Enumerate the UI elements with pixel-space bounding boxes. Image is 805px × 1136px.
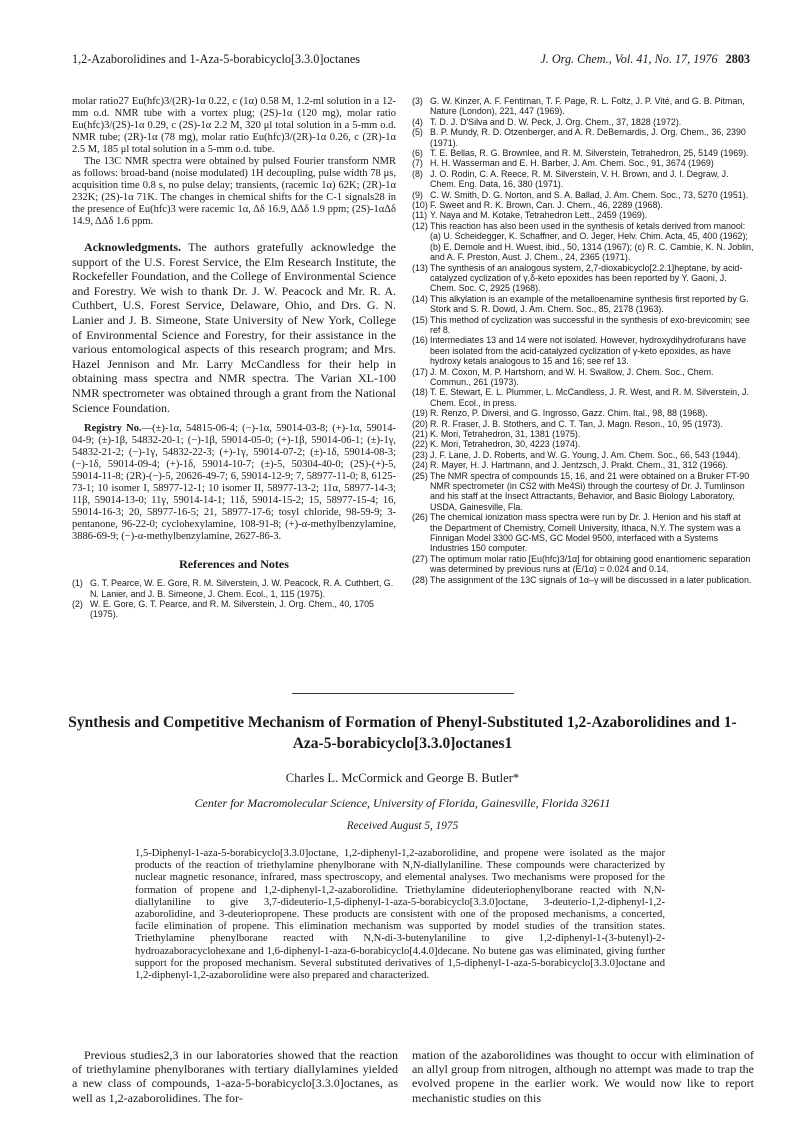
article-authors: Charles L. McCormick and George B. Butler* [285,771,520,785]
reference-number: (21) [412,429,428,439]
reference-item [412,117,754,127]
acknowledgments-paragraph [72,240,396,415]
reference-text: B. P. Mundy, R. D. Otzenberger, and A. R. DeBernardis, J. Org. Chem., 36, 2390 (1971). [430,127,746,148]
reference-item [412,554,754,575]
running-head [72,52,750,70]
reference-number: (28) [412,574,428,585]
reference-item [412,96,754,117]
reference-number: (10) [412,200,428,211]
reference-text: The synthesis of an analogous system, 2,7-dioxabicyclo[2.2.1]heptane, by acid-catalyzed cyclization of γ,δ-keto epoxides has been reported by Y. Gaoni, J. Chem. Soc. C, 2925 (1968). [430,262,743,294]
reference-number: (3) [412,96,423,106]
reference-number: (25) [412,470,428,481]
reference-text: T. D. J. D'Silva and D. W. Peck, J. Org. Chem., 37, 1828 (1972). [430,116,682,127]
abstract: 1,5-Diphenyl-1-aza-5-borabicyclo[3.3.0]octane, 1,2-diphenyl-1,2-azaborolidine, and propene were isolated as the major products of the reaction of triethylamine phenylborane with N,N-diallylaniline. These compounds were characterized by nuclear magnetic resonance, infrared, mass spectroscopy, and elemental analyses. Two mechanisms were proposed for the formation of propene and 1,2-diphenyl-1,2-azaborolidine. Triethylamine dideuteriophenylborane reacted with N,N-diallylaniline to give 3,7-dideuterio-1,5-diphenyl-1-aza-5-borabicyclo[3.3.0]octane, 3-deuterio-1,2-diphenyl-1,2-azaborolidine, and 3-deuteriopropene. These products are consistent with one of the proposed mechanisms, a concerted, facile elimination of propene. This elimination mechanism was supported by model studies of the transition states. Triethylamine phenylborane reacted with N,N-di-3-butenylaniline to give 1,2-diphenyl-1-(3-butenyl)-2-hydroazaboracyclohexane and 1,6-diphenyl-1-aza-6-borabicyclo[4.4.0]decane. No butene gas was eliminated, giving further support for the proposed mechanism. Several substituted derivatives of 1,5-diphenyl-1-aza-5-borabicyclo[3.3.0]octane and 1,2-diphenyl-1,2-azaborolidine were also prepared and characterized. [135,848,665,982]
reference-item [412,408,754,418]
page-number: 2803 [725,52,750,66]
reference-number: (13) [412,262,428,273]
reference-item [412,315,754,336]
reference-text: T. E. Bellas, R. G. Brownlee, and R. M. Silverstein, Tetrahedron, 25, 5149 (1969). [430,148,749,159]
reference-item [412,450,754,460]
nmr-paragraph: The 13C NMR spectra were obtained by pulsed Fourier transform NMR as follows: broad-band (noise modulated) 1H decoupling, pulse width 78 μs, acquisition time 0.8 s, no pulse delay; transients, (racemic 1α) 62K; (2R)-1α 232K; (2S)-1α 71K. The changes in chemical shifts for the C-1 signals28 in the presence of Eu(hfc)3 were racemic 1α, Δδ 16.9, ΔΔδ 1.9 ppm; (2S)-1αΔδ 14.9, ΔΔδ 1.6 ppm. [72,156,396,227]
reference-number: (4) [412,116,423,127]
reference-item [412,190,754,200]
reference-text: F. Sweet and R. K. Brown, Can. J. Chem., 46, 2289 (1968). [430,200,663,211]
reference-item [412,335,754,366]
registry-paragraph [72,423,396,543]
registry-heading: Registry No. [84,423,142,435]
reference-item [412,460,754,470]
reference-text: This method of cyclization was successful in the synthesis of exo-brevicomin; see ref 8. [430,314,750,335]
author-affiliation: Center for Macromolecular Science, University of Florida, Gainesville, Florida 32611 [194,796,611,810]
reference-number: (19) [412,408,428,419]
reference-text: J. F. Lane, J. D. Roberts, and W. G. Young, J. Am. Chem. Soc., 66, 543 (1944). [430,449,741,460]
reference-item [412,127,754,148]
reference-text: R. R. Fraser, J. B. Stothers, and C. T. Tan, J. Magn. Reson., 10, 95 (1973). [430,418,723,429]
reference-text: H. H. Wasserman and E. H. Barber, J. Am. Chem. Soc., 91, 3674 (1969) [430,158,714,169]
acknowledgments-text: The authors gratefully acknowledge the support of the U.S. Forest Service, the Elm Research Institute, the Rockefeller Foundation, and the College of Environmental Science and Forestry. We wish to thank Dr. J. W. Peacock and Mr. R. A. Cuthbert, U.S. Forest Service, Delaware, Ohio, and Drs. G. N. Lanier and J. B. Simeone, State University of New York, College of Environmental Science and Forestry, for their assistance in the various entomological aspects of this research program; and Mrs. Hazel Jennison and Mr. Larry McCandless for their help in obtaining mass spectra and NMR spectra. The Varian XL-100 NMR spectrometer was obtained through a grant from the National Science Foundation. [72,240,396,415]
reference-number: (8) [412,168,423,179]
reference-text: The assignment of the 13C signals of 1α–γ will be discussed in a later publication. [430,574,752,585]
reference-number: (2) [72,598,83,609]
reference-number: (9) [412,189,423,200]
running-head-title: 1,2-Azaborolidines and 1-Aza-5-borabicyclo[3.3.0]octanes [72,52,360,66]
reference-number: (22) [412,439,428,450]
reference-item [412,429,754,439]
reference-number: (12) [412,220,428,231]
received-date: Received August 5, 1975 [346,820,459,832]
reference-number: (6) [412,148,423,159]
reference-number: (26) [412,512,428,523]
reference-item [72,599,396,620]
reference-text: This alkylation is an example of the metalloenamine synthesis first reported by G. Stork and S. R. Dowd, J. Am. Chem. Soc., 85, 2178 (1963). [430,293,749,315]
running-head-journal [540,52,750,67]
reference-item [412,263,754,294]
reference-text: J. O. Rodin, C. A. Reece, R. M. Silverstein, V. H. Brown, and J. I. Degraw, J. Chem. Eng. Data, 16, 380 (1971). [430,168,729,190]
reference-text: K. Mori, Tetrahedron, 30, 4223 (1974). [430,439,581,450]
reference-item [412,221,754,263]
reference-number: (17) [412,366,428,377]
reference-number: (11) [412,210,428,221]
reference-list-right [412,96,754,585]
journal-citation: J. Org. Chem., Vol. 41, No. 17, 1976 [540,52,718,66]
acknowledgments-heading: Acknowledgments. [84,240,182,254]
reference-item [412,210,754,220]
reference-item [72,578,396,599]
reference-text: W. E. Gore, G. T. Pearce, and R. M. Silverstein, J. Org. Chem., 40, 1705 (1975). [90,598,374,620]
reference-text: T. E. Stewart, E. L. Plummer, L. McCandless, J. R. West, and R. M. Silverstein, J. Chem. Ecol., in press. [430,387,749,408]
reference-number: (15) [412,314,428,325]
reference-number: (5) [412,127,423,138]
reference-number: (16) [412,335,428,346]
section-divider [292,693,514,694]
reference-number: (18) [412,387,428,398]
reference-item [412,471,754,513]
registry-text: —(±)-1α, 54815-06-4; (−)-1α, 59014-03-8; (+)-1α, 59014-04-9; (±)-1β, 54832-20-1; (−)-1β, 59014-05-0; (+)-1β, 59014-06-1; (±)-1γ, 54832-21-2; (−)-1γ, 54832-22-3; (+)-1γ, 59014-07-2; (±)-1δ, 59014-08-3; (−)-1δ, 59014-09-4; (+)-1δ, 59014-10-7; (±)-5, 50304-40-0; (2S)-(+)-5, 59014-11-8; (2R)-(−)-5, 20626-49-7; 6, 59014-12-9; 7, 58977-11-0; 8, 6125-73-1; 10 isomer I, 58977-12-1; 10 isomer II, 58977-13-2; 11α, 58977-14-3; 11β, 59014-13-0; 11γ, 59014-14-1; 11δ, 59014-15-2; 15, 58977-15-4; 16, 59014-16-3; 20, 58977-16-5; 21, 58977-17-6; tosyl chloride, 98-59-9; 3-pentanone, 96-22-0; cyclohexylamine, 108-91-8; (+)-α-methylbenzylamine, 3886-69-9; (−)-α-methylbenzylamine, 2627-86-3. [72,423,396,543]
reference-text: Y. Naya and M. Kotake, Tetrahedron Lett., 2459 (1969). [430,210,648,221]
experimental-conditions-paragraph: molar ratio27 Eu(hfc)3/(2R)-1α 0.22, c (1α) 0.58 M, 1.2-ml solution in a 12-mm o.d. NMR tube with a vortex plug; (2S)-1α (120 mg), molar ratio Eu(hfc)3/(2S)-1α 0.29, c (2S)-1α 2.2 M, 320 μl total solution in a 5-mm o.d. NMR tube; (2R)-1α (78 mg), molar ratio Eu(hfc)3/(2R)-1α 0.26, c (2R)-1α 2.5 M, 185 μl total solution in a 5-mm o.d. tube. [72,96,396,155]
reference-text: K. Mori, Tetrahedron, 31, 1381 (1975). [430,429,581,439]
references-heading: References and Notes [179,557,289,572]
article-title: Synthesis and Competitive Mechanism of Formation of Phenyl-Substituted 1,2-Azaborolidines and 1-Aza-5-borabicyclo[3.3.0]octanes1 [68,714,737,752]
reference-number: (7) [412,158,423,169]
reference-item [412,169,754,190]
reference-number: (27) [412,553,428,564]
reference-item [412,200,754,210]
reference-text: J. M. Coxon, M. P. Hartshorn, and W. H. Swallow, J. Chem. Soc., Chem. Commun., 261 (1973). [430,366,714,387]
reference-item [412,148,754,158]
reference-item [412,512,754,554]
reference-text: G. W. Kinzer, A. F. Fentiman, T. F. Page, R. L. Foltz, J. P. Vité, and G. B. Pitman, Nature (London), 221, 447 (1969). [430,96,745,117]
reference-text: The chemical ionization mass spectra were run by Dr. J. Henion and his staff at the Department of Chemistry, Cornell University, Ithaca, N.Y. The system was a Finnigan Model 3300 GC-MS, GC Model 9500, interfaced with a Systems Industries 150 computer. [430,512,741,554]
reference-item [412,419,754,429]
reference-text: This reaction has also been used in the synthesis of ketals derived from manool: (a) U. Scheidegger, K. Schaffner, and O. Jeger, Helv. Chim. Acta, 45, 400 (1962); (b) E. Demole and H. Wuest, ibid., 50, 1314 (1967); (c) R. C. Cambie, K. N. Joblin, and A. F. Preston, Aust. J. Chem., 24, 2365 (1971). [430,220,754,263]
reference-number: (1) [72,578,83,589]
reference-number: (24) [412,460,428,471]
reference-text: C. W. Smith, D. G. Norton, and S. A. Ballad, J. Am. Chem. Soc., 73, 5270 (1951). [430,189,749,200]
reference-item [412,367,754,388]
reference-number: (20) [412,418,428,429]
reference-text: R. Renzo, P. Diversi, and G. Ingrosso, Gazz. Chim. Ital., 98, 88 (1968). [430,408,708,419]
reference-item [412,439,754,449]
reference-text: The optimum molar ratio [Eu(hfc)3/1α] for obtaining good enantiomeric separation was determined by previous runs at (E/1α) = 0.024 and 0.14. [430,553,751,575]
right-column [412,96,754,585]
reference-list-left [72,578,396,620]
reference-text: Intermediates 13 and 14 were not isolated. However, hydroxydihydrofurans have been isolated from the acid-catalyzed cyclization of γ-keto epoxides, as have hydroxy ketals analogous to 15 and 16; see ref 13. [430,335,747,367]
reference-item [412,158,754,168]
reference-item [412,575,754,585]
intro-paragraph-left: Previous studies2,3 in our laboratories showed that the reaction of triethylamine phenylboranes with tertiary diallylamines yielded a new class of compounds, 1-aza-5-borabicyclo[3.3.0]octanes, as well as 1,2-azaborolidines. The for- [72,1048,398,1105]
reference-text: G. T. Pearce, W. E. Gore, R. M. Silverstein, J. W. Peacock, R. A. Cuthbert, G. N. Lanier, and J. B. Simeone, J. Chem. Ecol., 1, 115 (1975). [90,578,394,599]
reference-text: The NMR spectra of compounds 15, 16, and 21 were obtained on a Bruker FT-90 NMR spectrometer (in CS2 with Me4Si) through the courtesy of Dr. J. Tumlinson and his staff at the Insect Attractants, Behavior, and Basic Biology Laboratory, USDA, Gainesville, Fla. [430,470,750,512]
intro-paragraph-right: mation of the azaborolidines was thought to occur with elimination of an allyl group from nitrogen, although no attempt was made to trap the evolved propene in the earlier work. We would now like to report mechanistic studies on this [412,1048,754,1105]
left-column [72,96,396,620]
reference-number: (14) [412,293,428,304]
reference-item [412,387,754,408]
reference-number: (23) [412,449,428,460]
reference-text: R. Mayer, H. J. Hartmann, and J. Jentzsch, J. Prakt. Chem., 31, 312 (1966). [430,460,728,471]
reference-item [412,294,754,315]
